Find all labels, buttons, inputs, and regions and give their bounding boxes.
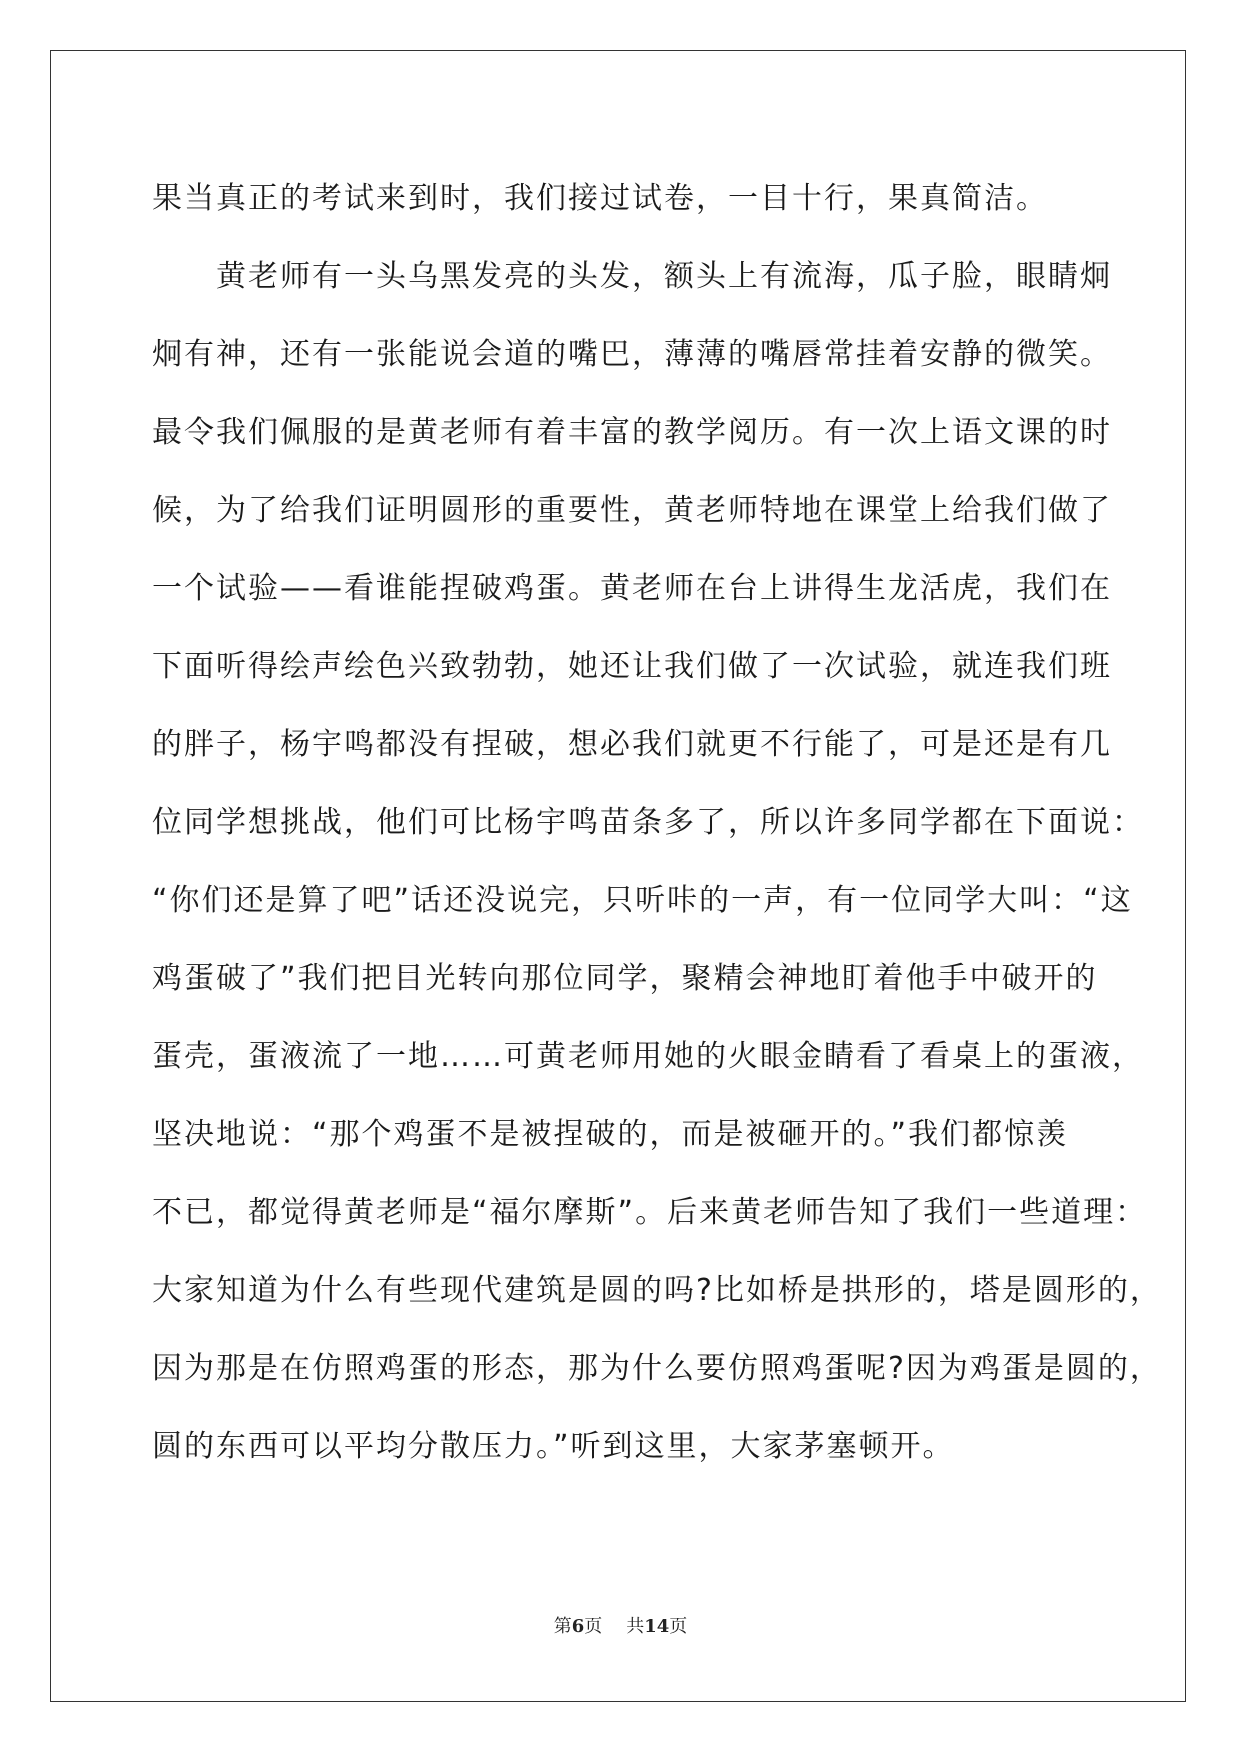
text-line: 鸡蛋破了”我们把目光转向那位同学，聚精会神地盯着他手中破开的	[152, 961, 1098, 996]
total-pages: 14	[644, 1616, 670, 1637]
total-suffix: 页	[669, 1616, 688, 1637]
document-body	[152, 160, 1162, 1486]
text-line: 黄老师有一头乌黑发亮的头发，额头上有流海，瓜子脸，眼睛炯	[216, 259, 1112, 294]
text-line: 一个试验——看谁能捏破鸡蛋。黄老师在台上讲得生龙活虎，我们在	[152, 571, 1112, 606]
text-line: 坚决地说：“那个鸡蛋不是被捏破的，而是被砸开的。”我们都惊羡	[152, 1117, 1069, 1152]
text-line: 炯有神，还有一张能说会道的嘴巴，薄薄的嘴唇常挂着安静的微笑。	[152, 337, 1112, 372]
text-line: 候，为了给我们证明圆形的重要性，黄老师特地在课堂上给我们做了	[152, 493, 1112, 528]
text-line: 的胖子，杨宇鸣都没有捏破，想必我们就更不行能了，可是还是有几	[152, 727, 1112, 762]
page-suffix: 页	[584, 1616, 603, 1637]
page-footer	[0, 1612, 1241, 1638]
text-line: 不已，都觉得黄老师是“福尔摩斯”。后来黄老师告知了我们一些道理：	[152, 1195, 1148, 1230]
total-prefix: 共	[626, 1616, 645, 1637]
text-line: 最令我们佩服的是黄老师有着丰富的教学阅历。有一次上语文课的时	[152, 415, 1112, 450]
text-line: “你们还是算了吧”话还没说完，只听咔的一声，有一位同学大叫：“这	[152, 883, 1133, 918]
text-line: 果当真正的考试来到时，我们接过试卷，一目十行，果真简洁。	[152, 181, 1048, 216]
text-line: 因为那是在仿照鸡蛋的形态，那为什么要仿照鸡蛋呢?因为鸡蛋是圆的，	[152, 1351, 1162, 1386]
page-prefix: 第	[553, 1616, 572, 1637]
text-line: 蛋壳，蛋液流了一地……可黄老师用她的火眼金睛看了看桌上的蛋液，	[152, 1039, 1144, 1074]
text-line: 圆的东西可以平均分散压力。”听到这里，大家茅塞顿开。	[152, 1429, 955, 1464]
text-line: 下面听得绘声绘色兴致勃勃，她还让我们做了一次试验，就连我们班	[152, 649, 1112, 684]
page-number: 6	[571, 1616, 585, 1637]
text-line: 大家知道为什么有些现代建筑是圆的吗?比如桥是拱形的，塔是圆形的，	[152, 1273, 1162, 1308]
text-line: 位同学想挑战，他们可比杨宇鸣苗条多了，所以许多同学都在下面说：	[152, 805, 1144, 840]
